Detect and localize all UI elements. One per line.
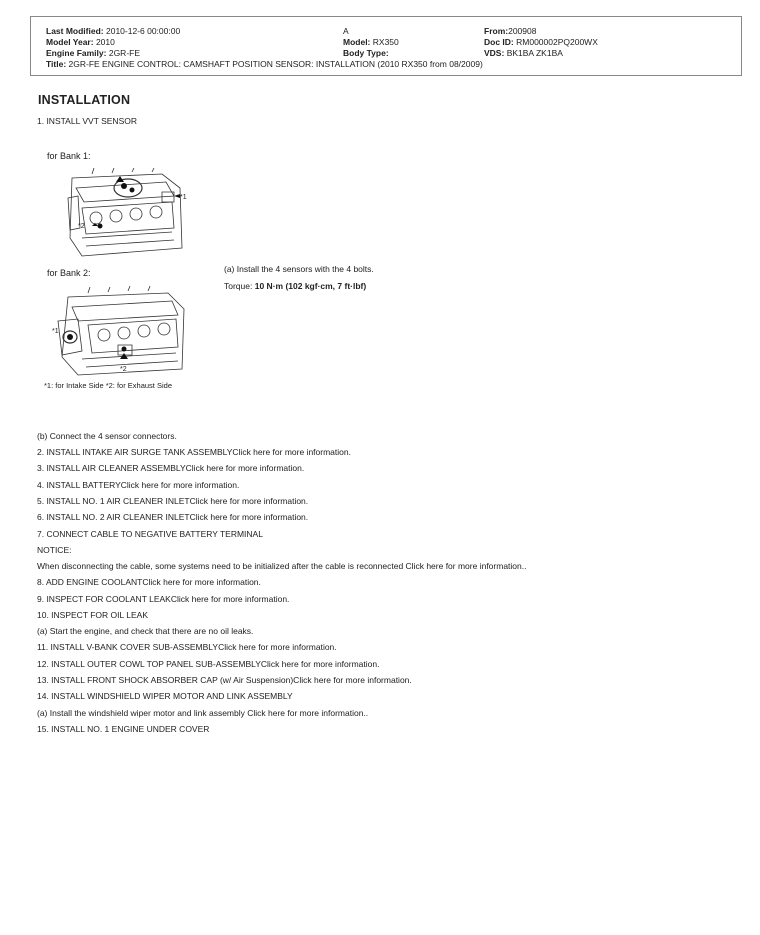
step-line: 3. INSTALL AIR CLEANER ASSEMBLYClick here for more information. bbox=[37, 463, 305, 473]
callout-2-bank1: *2 bbox=[78, 223, 85, 230]
step-line: (b) Connect the 4 sensor connectors. bbox=[37, 431, 177, 441]
step-line: 6. INSTALL NO. 2 AIR CLEANER INLETClick here for more information. bbox=[37, 512, 309, 522]
model: Model: RX350 bbox=[343, 37, 399, 47]
step-line: 15. INSTALL NO. 1 ENGINE UNDER COVER bbox=[37, 724, 210, 734]
step-line: (a) Install the windshield wiper motor and link assembly Click here for more information.. bbox=[37, 708, 369, 718]
step-line: 9. INSPECT FOR COOLANT LEAKClick here for more information. bbox=[37, 594, 290, 604]
body-type: Body Type: bbox=[343, 48, 389, 58]
step-line: (a) Start the engine, and check that there are no oil leaks. bbox=[37, 626, 254, 636]
from: From:200908 bbox=[484, 26, 537, 36]
vds: VDS: BK1BA ZK1BA bbox=[484, 48, 563, 58]
last-modified: Last Modified: 2010-12-6 00:00:00 bbox=[46, 26, 181, 36]
step-1: 1. INSTALL VVT SENSOR bbox=[37, 116, 137, 126]
doc-title: Title: 2GR-FE ENGINE CONTROL: CAMSHAFT POSITION SENSOR: INSTALLATION (2010 RX350 from 08/2009) bbox=[46, 59, 483, 69]
step-line: 7. CONNECT CABLE TO NEGATIVE BATTERY TERMINAL bbox=[37, 529, 263, 539]
bank2-engine-illustration bbox=[48, 285, 188, 380]
section-title: INSTALLATION bbox=[38, 93, 131, 107]
step-line: 8. ADD ENGINE COOLANTClick here for more information. bbox=[37, 577, 261, 587]
step-line: 11. INSTALL V-BANK COVER SUB-ASSEMBLYClick here for more information. bbox=[37, 642, 337, 652]
doc-id: Doc ID: RM000002PQ200WX bbox=[484, 37, 598, 47]
step-line: 5. INSTALL NO. 1 AIR CLEANER INLETClick here for more information. bbox=[37, 496, 309, 506]
notice-label: NOTICE: bbox=[37, 545, 72, 555]
step-line: 2. INSTALL INTAKE AIR SURGE TANK ASSEMBLYClick here for more information. bbox=[37, 447, 351, 457]
bank2-label: for Bank 2: bbox=[47, 268, 91, 278]
step-line: 14. INSTALL WINDSHIELD WIPER MOTOR AND LINK ASSEMBLY bbox=[37, 691, 293, 701]
document-header bbox=[30, 16, 742, 76]
step-line: 13. INSTALL FRONT SHOCK ABSORBER CAP (w/ Air Suspension)Click here for more information. bbox=[37, 675, 412, 685]
callout-legend: *1: for Intake Side *2: for Exhaust Side bbox=[44, 381, 172, 390]
engine-family: Engine Family: 2GR-FE bbox=[46, 48, 141, 58]
header-col2-top: A bbox=[343, 26, 349, 36]
step-line: 4. INSTALL BATTERYClick here for more information. bbox=[37, 480, 240, 490]
bank1-engine-illustration bbox=[62, 168, 192, 263]
model-year: Model Year: 2010 bbox=[46, 37, 115, 47]
torque-spec: Torque: 10 N·m (102 kgf·cm, 7 ft·lbf) bbox=[224, 281, 367, 291]
step-line: 10. INSPECT FOR OIL LEAK bbox=[37, 610, 149, 620]
callout-1-bank2: *1 bbox=[52, 328, 59, 335]
step-line: 12. INSTALL OUTER COWL TOP PANEL SUB-ASSEMBLYClick here for more information. bbox=[37, 659, 380, 669]
callout-2-bank2: *2 bbox=[120, 366, 127, 373]
callout-1-bank1: *1 bbox=[180, 194, 187, 201]
bank1-label: for Bank 1: bbox=[47, 151, 91, 161]
notice-text: When disconnecting the cable, some systems need to be initialized after the cable is reconnected Click here for more information.. bbox=[37, 561, 527, 571]
instruction-a: (a) Install the 4 sensors with the 4 bolts. bbox=[224, 264, 374, 274]
